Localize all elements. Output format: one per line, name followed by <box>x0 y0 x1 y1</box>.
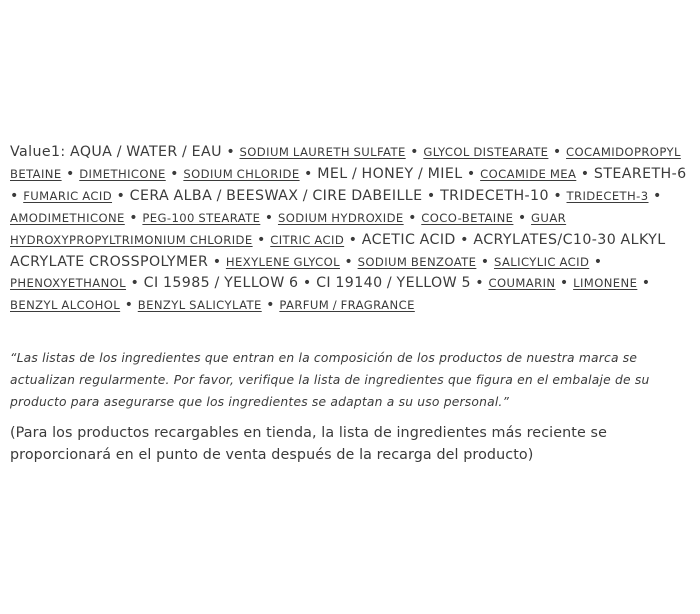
ingredient-separator: • <box>552 144 562 160</box>
refill-note: (Para los productos recargables en tienda, la lista de ingredientes más reciente se proporcionará en el punto de venta después de la recarga del producto) <box>10 425 607 463</box>
ingredient-separator: • <box>10 187 19 204</box>
ingredient-link[interactable]: PHENOXYETHANOL <box>10 276 127 291</box>
ingredient-separator: • <box>426 187 436 204</box>
ingredient-text: CERA ALBA / BEESWAX / CIRE DABEILLE <box>129 187 423 204</box>
ingredient-text: STEARETH-6 <box>593 165 687 182</box>
ingredient-separator: • <box>124 297 134 314</box>
ingredient-link[interactable]: LIMONENE <box>573 276 638 291</box>
ingredient-separator: • <box>517 209 527 226</box>
ingredient-text: CI 15985 / YELLOW 6 <box>143 275 299 292</box>
ingredient-separator: • <box>129 209 138 226</box>
ingredient-separator: • <box>116 187 126 204</box>
ingredient-separator: • <box>170 165 179 182</box>
ingredient-separator: • <box>304 165 313 182</box>
ingredient-text: Value1: AQUA / WATER / EAU <box>10 144 222 160</box>
ingredient-separator: • <box>212 253 222 270</box>
ingredient-separator: • <box>130 275 140 292</box>
ingredient-separator: • <box>460 231 469 248</box>
ingredient-link[interactable]: COCAMIDOPROPYL BETAINE <box>10 145 681 181</box>
ingredient-link[interactable]: COCO-BETAINE <box>421 210 514 225</box>
ingredient-separator: • <box>559 275 569 292</box>
ingredient-text: ACETIC ACID <box>361 231 456 248</box>
ingredient-link[interactable]: DIMETHICONE <box>79 166 166 181</box>
ingredient-text: TRIDECETH-10 <box>440 187 549 204</box>
ingredient-separator: • <box>264 209 274 226</box>
ingredient-separator: • <box>302 275 312 292</box>
ingredient-separator: • <box>66 165 75 182</box>
ingredient-link[interactable]: GUAR HYDROXYPROPYLTRIMONIUM CHLORIDE <box>10 210 567 247</box>
ingredient-link[interactable]: GLYCOL DISTEARATE <box>423 145 549 159</box>
ingredient-link[interactable]: TRIDECETH-3 <box>566 188 649 203</box>
ingredient-link[interactable]: SODIUM CHLORIDE <box>183 166 300 181</box>
ingredient-separator: • <box>408 209 417 226</box>
ingredient-separator: • <box>348 231 358 248</box>
ingredient-link[interactable]: AMODIMETHICONE <box>10 210 125 225</box>
ingredients-disclaimer: “Las listas de los ingredientes que entran en la composición de los productos de nuestra marca se actualizan regularmente. Por favor, verifique la lista de ingredientes que figura en el embalaje de su producto para asegurarse que los ingredientes se adaptan a su uso personal.” <box>10 351 650 410</box>
ingredient-separator: • <box>226 144 236 160</box>
ingredient-text: ACRYLATES/C10-30 ALKYL ACRYLATE CROSSPOLYMER <box>10 231 666 270</box>
ingredient-link[interactable]: HEXYLENE GLYCOL <box>225 254 340 269</box>
ingredient-link[interactable]: BENZYL SALICYLATE <box>137 298 262 313</box>
ingredient-link[interactable]: SODIUM LAURETH SULFATE <box>239 145 406 159</box>
ingredient-link[interactable]: COCAMIDE MEA <box>480 166 577 181</box>
ingredient-text: CI 19140 / YELLOW 5 <box>316 275 471 292</box>
ingredient-separator: • <box>475 275 485 292</box>
ingredient-separator: • <box>580 165 590 182</box>
ingredient-link[interactable]: SODIUM HYDROXIDE <box>277 210 404 225</box>
ingredient-link[interactable]: SODIUM BENZOATE <box>357 254 477 269</box>
ingredients-list <box>10 142 694 317</box>
ingredient-link[interactable]: PARFUM / FRAGRANCE <box>279 298 415 313</box>
ingredient-separator: • <box>344 253 354 270</box>
ingredient-link[interactable]: SALICYLIC ACID <box>493 254 590 269</box>
ingredient-separator: • <box>466 165 476 182</box>
ingredient-separator: • <box>553 187 563 204</box>
ingredient-separator: • <box>266 297 275 314</box>
ingredient-separator: • <box>480 253 490 270</box>
ingredient-separator: • <box>257 231 266 248</box>
ingredient-separator: • <box>593 253 603 270</box>
ingredient-link[interactable]: FUMARIC ACID <box>23 188 113 203</box>
ingredient-separator: • <box>641 275 651 292</box>
ingredient-link[interactable]: PEG-100 STEARATE <box>142 210 261 225</box>
ingredient-separator: • <box>410 144 419 160</box>
ingredient-text: MEL / HONEY / MIEL <box>317 165 463 182</box>
ingredient-link[interactable]: COUMARIN <box>488 276 556 291</box>
ingredient-link[interactable]: CITRIC ACID <box>270 232 345 247</box>
ingredient-separator: • <box>652 187 662 204</box>
ingredient-link[interactable]: BENZYL ALCOHOL <box>10 298 121 313</box>
